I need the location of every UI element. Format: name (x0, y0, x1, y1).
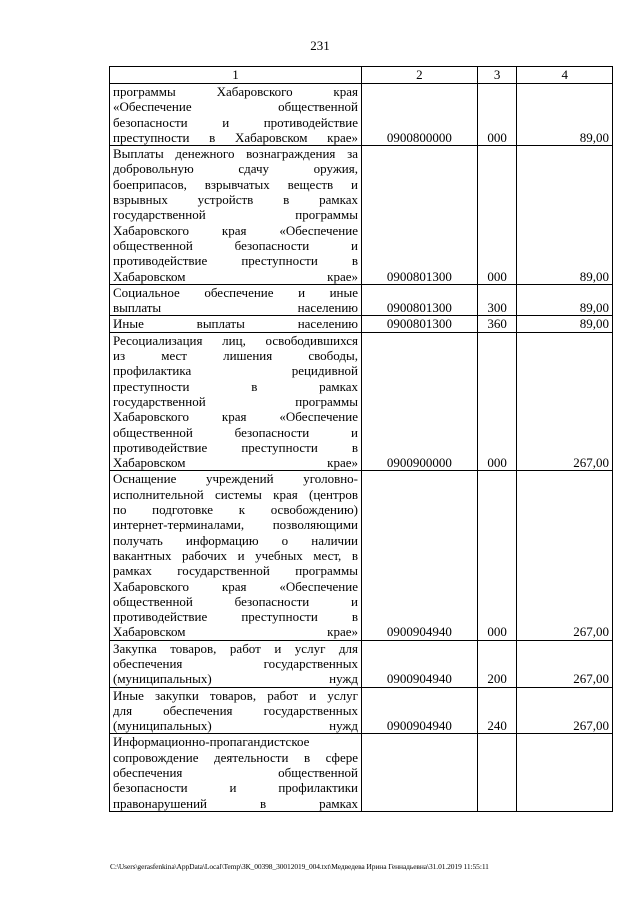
description-line: обеспечения общественной (113, 765, 358, 781)
row-target-code: 0900904940 (362, 471, 478, 640)
table-row (110, 84, 613, 146)
row-expense-type (477, 734, 517, 811)
header-col-3: 3 (477, 67, 517, 84)
row-amount (517, 734, 613, 811)
row-target-code: 0900800000 (362, 84, 478, 146)
row-amount: 267,00 (517, 687, 613, 734)
row-amount: 267,00 (517, 332, 613, 471)
row-description (110, 146, 362, 285)
row-target-code: 0900801300 (362, 316, 478, 332)
description-line: (муниципальных) нужд (113, 671, 358, 687)
row-amount: 89,00 (517, 284, 613, 316)
row-amount: 89,00 (517, 146, 613, 285)
row-expense-type: 000 (477, 332, 517, 471)
description-line: противодействие преступности в (113, 253, 358, 269)
description-line: государственной программы (113, 207, 358, 223)
row-target-code: 0900900000 (362, 332, 478, 471)
description-line: для обеспечения государственных (113, 702, 358, 718)
footer-file-path: C:\Users\gerasfenkina\AppData\Local\Temp\ЗК_00398_30012019_004.txt\Медведева Ирина Геннадьевна\31.01.2019 11:55:11 (110, 862, 489, 871)
description-line: государственной программы (113, 393, 358, 409)
row-target-code (362, 734, 478, 811)
row-description (110, 284, 362, 316)
description-line: Ресоциализация лиц, освободившихся (113, 332, 358, 348)
table-row (110, 316, 613, 332)
description-line: вакантных рабочих и учебных мест, в (113, 547, 358, 563)
description-line: преступности в рамках (113, 378, 358, 394)
description-line: сопровождение деятельности в сфере (113, 749, 358, 765)
description-line: Хабаровском крае» (113, 624, 358, 640)
row-amount: 89,00 (517, 84, 613, 146)
row-expense-type: 000 (477, 471, 517, 640)
description-line: Хабаровского края «Обеспечение (113, 409, 358, 425)
row-target-code: 0900801300 (362, 284, 478, 316)
description-line: исполнительной системы края (центров (113, 486, 358, 502)
description-line: общественной безопасности и (113, 237, 358, 253)
description-line: обеспечения государственных (113, 655, 358, 671)
description-line: интернет-терминалами, позволяющими (113, 517, 358, 533)
row-description (110, 734, 362, 811)
row-description (110, 471, 362, 640)
description-line: противодействие преступности в (113, 609, 358, 625)
header-col-2: 2 (362, 67, 478, 84)
description-line: рамках государственной программы (113, 563, 358, 579)
table-row (110, 471, 613, 640)
description-line: Информационно-пропагандистское (113, 734, 310, 750)
row-amount: 267,00 (517, 640, 613, 687)
budget-table (109, 66, 613, 812)
description-line: противодействие преступности в (113, 439, 358, 455)
row-amount: 267,00 (517, 471, 613, 640)
table-row (110, 734, 613, 811)
description-line: безопасности и противодействие (113, 114, 358, 130)
description-line: боеприпасов, взрывчатых веществ и (113, 176, 358, 192)
row-amount: 89,00 (517, 316, 613, 332)
row-expense-type: 200 (477, 640, 517, 687)
description-line: правонарушений в рамках (113, 795, 358, 811)
description-line: Закупка товаров, работ и услуг для (113, 640, 358, 656)
row-description (110, 687, 362, 734)
description-line: получать информацию о наличии (113, 532, 358, 548)
description-line: Хабаровского края «Обеспечение (113, 222, 358, 238)
description-line: Хабаровском крае» (113, 455, 358, 471)
description-line: Хабаровском крае» (113, 268, 358, 284)
description-line: из мест лишения свободы, (113, 348, 358, 364)
description-line: по подготовке к освобождению) (113, 502, 358, 518)
row-expense-type: 240 (477, 687, 517, 734)
row-description (110, 316, 362, 332)
table-row (110, 284, 613, 316)
table-row (110, 640, 613, 687)
row-target-code: 0900801300 (362, 146, 478, 285)
description-line: (муниципальных) нужд (113, 718, 358, 734)
description-line: программы Хабаровского края (113, 84, 358, 99)
description-line: выплаты населению (113, 300, 358, 316)
header-col-1: 1 (110, 67, 362, 84)
description-line: «Обеспечение общественной (113, 99, 358, 115)
description-line: добровольную сдачу оружия, (113, 161, 358, 177)
row-description (110, 84, 362, 146)
row-target-code: 0900904940 (362, 687, 478, 734)
description-line: профилактика рецидивной (113, 363, 358, 379)
description-line: Иные закупки товаров, работ и услуг (113, 687, 358, 703)
description-line: взрывных устройств в рамках (113, 192, 358, 208)
row-description (110, 332, 362, 471)
table-header-row (110, 67, 613, 84)
description-line: Выплаты денежного вознаграждения за (113, 146, 358, 162)
row-expense-type: 360 (477, 316, 517, 332)
row-target-code: 0900904940 (362, 640, 478, 687)
row-expense-type: 000 (477, 146, 517, 285)
row-expense-type: 000 (477, 84, 517, 146)
row-description (110, 640, 362, 687)
table-row (110, 687, 613, 734)
description-line: общественной безопасности и (113, 593, 358, 609)
description-line: общественной безопасности и (113, 424, 358, 440)
header-col-4: 4 (517, 67, 613, 84)
description-line: Иные выплаты населению (113, 316, 358, 332)
table-row (110, 146, 613, 285)
description-line: Оснащение учреждений уголовно- (113, 471, 358, 487)
description-line: безопасности и профилактики (113, 780, 358, 796)
description-line: Хабаровского края «Обеспечение (113, 578, 358, 594)
description-line: преступности в Хабаровском крае» (113, 129, 358, 145)
row-expense-type: 300 (477, 284, 517, 316)
page-number: 231 (310, 38, 330, 53)
table-row (110, 332, 613, 471)
description-line: Социальное обеспечение и иные (113, 284, 358, 300)
